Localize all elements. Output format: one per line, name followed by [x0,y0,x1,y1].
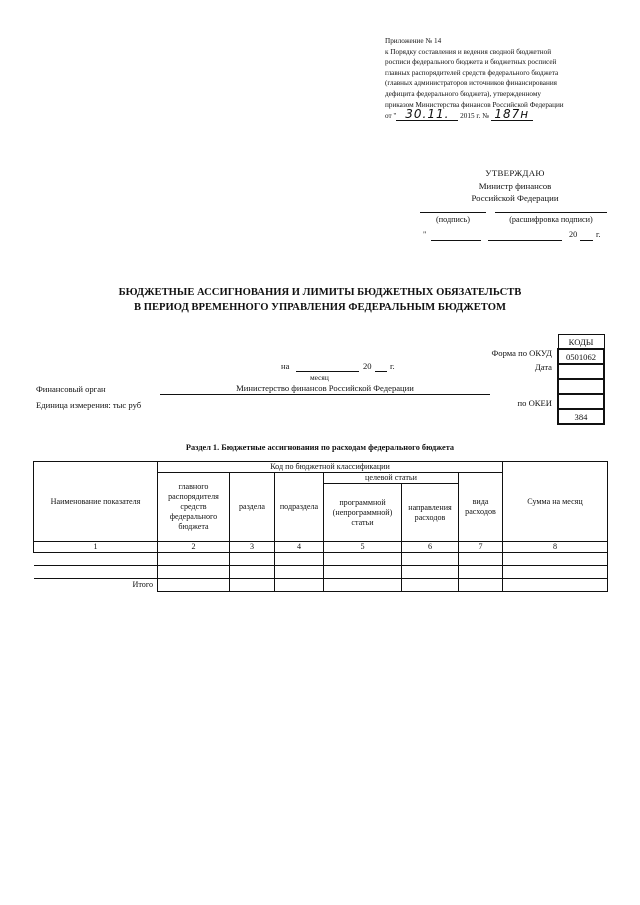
appendix-line: (главных администраторов источников финансирования [385,79,557,88]
col-number: 1 [34,542,158,553]
heading-line2: В ПЕРИОД ВРЕМЕННОГО УПРАВЛЕНИЯ ФЕДЕРАЛЬНЫМ БЮДЖЕТОМ [134,302,506,313]
table-cell [324,566,402,579]
col-header-program: программной (непрограммной) статьи [324,484,402,542]
codes-table [557,334,605,425]
approval-position-line2: Российской Федерации [471,193,559,203]
fin-body-code [558,394,604,409]
appendix-block [385,36,620,122]
table-row [34,553,608,566]
period-on-label: на [281,361,290,371]
decryption-line [495,212,607,213]
table-cell [275,566,324,579]
col-number: 6 [402,542,459,553]
col-number: 2 [158,542,230,553]
approval-day-line [431,240,481,241]
okud-label: Форма по ОКУД [491,348,552,358]
period-year-label: 20 [363,361,372,371]
table-cell [230,553,275,566]
col-header-target-group: целевой статьи [324,473,459,484]
appendix-date-line [385,109,620,122]
table-cell [34,566,158,579]
appendix-line: к Порядку составления и ведения сводной бюджетной [385,47,552,56]
col-header-main-manager: главного распорядителя средств федерального бюджета [158,473,230,542]
date-label: Дата [534,362,552,372]
table-cell [230,566,275,579]
col-header-section: раздела [230,473,275,542]
codes-header: КОДЫ [558,335,604,350]
appendix-line: дефицита федерального бюджета), утвержденному [385,89,542,98]
total-label: Итого [132,580,153,590]
col-number: 5 [324,542,402,553]
col-header-code-group: Код по бюджетной классификации [158,462,503,473]
signature-line [420,212,486,213]
approval-block [430,167,600,205]
approval-position-line1: Министр финансов [478,180,552,191]
table-cell [275,579,324,592]
unit-label: Единица измерения: тыс руб [36,400,142,410]
appendix-number-handwritten: 187н [491,109,533,121]
signature-label: (подпись) [436,215,470,224]
period-month-label: месяц [310,373,329,382]
appendix-date-handwritten: 30.11. [396,109,458,121]
table-cell [402,579,459,592]
decryption-label: (расшифровка подписи) [509,215,593,224]
table-row [34,566,608,579]
approval-month-line [488,240,562,241]
table-cell [503,553,608,566]
approval-date-quote: " [423,230,427,239]
col-header-type: вида расходов [459,473,503,542]
approval-year-label: 20 [569,230,578,239]
fin-body-label: Финансовый орган [36,384,106,394]
appendix-line: главных распорядителей средств федерального бюджета [385,68,559,77]
okei-value: 384 [558,409,604,424]
table-cell [503,579,608,592]
col-header-name: Наименование показателя [34,462,158,542]
appropriations-table [33,461,608,592]
col-number: 7 [459,542,503,553]
col-header-sum: Сумма на месяц [503,462,608,542]
table-cell [459,553,503,566]
col-header-direction: направления расходов [402,484,459,542]
total-row [34,579,608,592]
period-year-suffix: г. [390,361,395,371]
col-number: 3 [230,542,275,553]
appendix-line: приказом Министерства финансов Российской Федерации [385,100,564,109]
table-cell [459,566,503,579]
col-header-subsection: подраздела [275,473,324,542]
document-heading [40,285,600,315]
table-cell [459,579,503,592]
col-number: 8 [503,542,608,553]
table-cell [402,553,459,566]
appendix-line: росписи федерального бюджета и бюджетных росписей [385,58,557,67]
col-number: 4 [275,542,324,553]
approval-year-line [580,240,593,241]
table-cell [402,566,459,579]
date-value [558,364,604,379]
heading-line1: БЮДЖЕТНЫЕ АССИГНОВАНИЯ И ЛИМИТЫ БЮДЖЕТНЫХ ОБЯЗАТЕЛЬСТВ [118,287,522,298]
table-cell [158,553,230,566]
table-cell [230,579,275,592]
table-cell [158,579,230,592]
table-cell [34,553,158,566]
section-title: Раздел 1. Бюджетные ассигнования по расходам федерального бюджета [185,443,455,452]
table-cell [503,566,608,579]
appendix-line: Приложение № 14 [385,37,442,45]
approval-year-suffix: г. [596,230,601,239]
okei-label: по ОКЕИ [517,398,552,408]
appendix-from-label: от " [385,112,397,121]
table-cell [158,566,230,579]
approval-title: УТВЕРЖДАЮ [485,168,545,178]
table-cell [275,553,324,566]
period-month-line [296,371,359,372]
appendix-year-text: 2015 г. № [460,112,489,121]
table-cell [324,553,402,566]
period-year-line [375,371,387,372]
okud-value: 0501062 [558,349,604,364]
period-value [558,379,604,394]
table-cell [324,579,402,592]
fin-body-value: Министерство финансов Российской Федерации [160,383,490,395]
